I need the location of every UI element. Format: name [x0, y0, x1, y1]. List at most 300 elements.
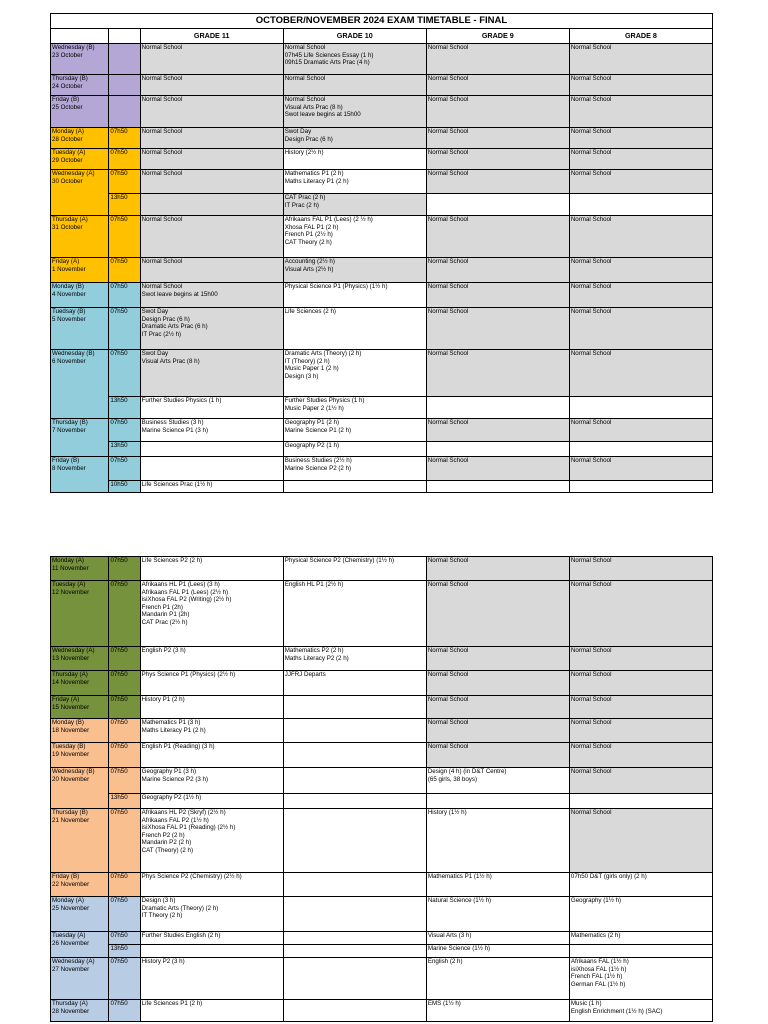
- grade-11-cell: [140, 397, 283, 419]
- grade-8-cell: [569, 581, 712, 647]
- date-text: 24 October: [52, 82, 83, 90]
- exam-text: 07h45 Life Sciences Essay (1 h): [284, 51, 374, 59]
- table-row: [51, 96, 713, 128]
- exam-text: French P1 (2h): [141, 603, 183, 611]
- exam-text: Design (3 h): [141, 897, 176, 904]
- table-row: [51, 397, 713, 419]
- table-row: [51, 258, 713, 283]
- exam-text: Normal School: [141, 75, 183, 82]
- exam-text: Music Paper 2 (1½ h): [284, 404, 344, 412]
- time-cell: 13h50: [109, 945, 140, 958]
- exam-text: Normal School: [570, 696, 612, 703]
- grade-10-cell: [283, 743, 426, 768]
- exam-text: Normal School: [427, 308, 469, 315]
- grade-11-cell: [140, 696, 283, 719]
- time-cell: [109, 75, 140, 96]
- date-text: 5 November: [52, 315, 86, 323]
- exam-text: Normal School: [427, 557, 469, 564]
- grade-11-cell: [140, 96, 283, 128]
- exam-text: Visual Arts (3 h): [427, 932, 472, 939]
- grade-8-cell: [569, 149, 712, 170]
- grade-11-cell: [140, 194, 283, 216]
- time-cell: 13h50: [109, 397, 140, 419]
- exam-text: Normal School: [141, 96, 183, 103]
- exam-text: Normal School: [284, 44, 326, 51]
- grade-9-cell: [426, 958, 569, 1000]
- exam-text: Visual Arts Prac (8 h): [141, 357, 200, 365]
- exam-text: Design Prac (6 h): [141, 315, 190, 323]
- grade-10-cell: [283, 557, 426, 581]
- exam-text: Visual Arts (2½ h): [284, 265, 334, 273]
- grade-11-cell: [140, 457, 283, 481]
- exam-text: Swot leave begins at 15h00: [141, 290, 218, 298]
- exam-text: English HL P1 (2½ h): [284, 581, 344, 588]
- time-cell: 07h50: [109, 308, 140, 350]
- exam-text: CAT Theory (2 h): [284, 238, 332, 246]
- exam-text: isiXhosa FAL P1 (Reading) (2½ h): [141, 824, 236, 832]
- grade-10-cell: [283, 350, 426, 397]
- grade-8-cell: [569, 194, 712, 216]
- exam-text: Physical Science P2 (Chemistry) (1½ h): [284, 557, 395, 564]
- date-text: 4 November: [52, 290, 86, 298]
- grade-10-cell: [283, 932, 426, 945]
- table-row: [51, 442, 713, 457]
- date-text: Tuesday (B): [52, 743, 86, 750]
- grade-9-cell: [426, 897, 569, 932]
- exam-text: 07h50 D&T (girls only) (2 h): [570, 873, 647, 880]
- grade-9-cell: [426, 557, 569, 581]
- exam-text: Afrikaans FAL P1 (Lees) (2 ½ h): [284, 216, 373, 223]
- exam-text: Normal School: [141, 216, 183, 223]
- table-row: [51, 44, 713, 75]
- grade-8-cell: [569, 216, 712, 258]
- exam-text: Normal School: [427, 216, 469, 223]
- exam-text: Afrikaans HL P1 (Lees) (3 h): [141, 581, 220, 588]
- date-cell: [51, 647, 109, 671]
- grade-9-cell: [426, 397, 569, 419]
- grade-11-cell: [140, 75, 283, 96]
- exam-text: Music Paper 1 (2 h): [284, 365, 339, 373]
- grade-9-cell: [426, 128, 569, 149]
- exam-text: Normal School: [570, 308, 612, 315]
- exam-text: French P1 (2½ h): [284, 231, 333, 239]
- date-text: Thursday (B): [52, 75, 88, 82]
- exam-text: Normal School: [570, 128, 612, 135]
- exam-text: Mathematics P1 (1½ h): [427, 873, 492, 880]
- date-text: Friday (B): [52, 457, 80, 464]
- grade-9-cell: [426, 442, 569, 457]
- date-text: Wednesday (A): [52, 170, 95, 177]
- grade-9-cell: [426, 149, 569, 170]
- date-text: 6 November: [52, 357, 86, 365]
- time-cell: 07h50: [109, 932, 140, 945]
- grade-11-cell: [140, 809, 283, 873]
- date-text: Wednesday (A): [52, 647, 95, 654]
- time-cell: 13h50: [109, 194, 140, 216]
- grade-8-cell: [569, 958, 712, 1000]
- header-time: [109, 29, 140, 44]
- exam-text: Swot Day: [141, 308, 169, 315]
- exam-text: Normal School: [427, 170, 469, 177]
- time-cell: 07h50: [109, 958, 140, 1000]
- time-cell: 07h50: [109, 809, 140, 873]
- exam-text: 09h15 Dramatic Arts Prac (4 h): [284, 59, 370, 67]
- date-cell: [51, 419, 109, 457]
- exam-text: Normal School: [570, 216, 612, 223]
- exam-text: Normal School: [427, 350, 469, 357]
- grade-10-cell: [283, 194, 426, 216]
- time-cell: 07h50: [109, 419, 140, 442]
- date-text: 28 October: [52, 135, 83, 143]
- date-text: 27 November: [52, 965, 90, 973]
- time-cell: 07h50: [109, 696, 140, 719]
- exam-text: Normal School: [141, 128, 183, 135]
- grade-9-cell: [426, 794, 569, 809]
- exam-text: Normal School: [570, 768, 612, 775]
- date-cell: [51, 350, 109, 419]
- grade-11-cell: [140, 719, 283, 743]
- date-cell: [51, 557, 109, 581]
- date-text: 22 November: [52, 880, 90, 888]
- grade-8-cell: [569, 419, 712, 442]
- date-text: Monday (A): [52, 897, 84, 904]
- grade-10-cell: [283, 170, 426, 194]
- grade-8-cell: [569, 557, 712, 581]
- exam-text: Marine Science P1 (2 h): [284, 426, 352, 434]
- table-row: [51, 768, 713, 794]
- time-cell: 07h50: [109, 768, 140, 794]
- table-row: [51, 945, 713, 958]
- exam-text: Maths Literacy P2 (2 h): [284, 654, 349, 662]
- header-date: [51, 29, 109, 44]
- table-row: [51, 809, 713, 873]
- exam-text: Dramatic Arts (Theory) (2 h): [141, 904, 219, 912]
- exam-text: Normal School: [427, 696, 469, 703]
- exam-text: Swot Day: [284, 128, 312, 135]
- grade-8-cell: [569, 932, 712, 945]
- date-cell: [51, 216, 109, 258]
- time-cell: [109, 96, 140, 128]
- date-text: 25 October: [52, 103, 83, 111]
- exam-text: Visual Arts Prac (8 h): [284, 103, 343, 111]
- grade-8-cell: [569, 647, 712, 671]
- exam-text: Normal School: [570, 419, 612, 426]
- grade-11-cell: [140, 897, 283, 932]
- grade-9-cell: [426, 647, 569, 671]
- exam-text: JJFRJ Departs: [284, 671, 326, 678]
- grade-8-cell: [569, 809, 712, 873]
- exam-text: Normal School: [427, 128, 469, 135]
- grade-8-cell: [569, 258, 712, 283]
- grade-10-cell: [283, 419, 426, 442]
- time-cell: 07h50: [109, 647, 140, 671]
- date-cell: [51, 1000, 109, 1022]
- time-cell: 07h50: [109, 581, 140, 647]
- table-row: [51, 581, 713, 647]
- table-row: [51, 170, 713, 194]
- grade-11-cell: [140, 350, 283, 397]
- table-row: [51, 932, 713, 945]
- date-text: Tuesday (A): [52, 932, 86, 939]
- grade-10-cell: [283, 671, 426, 696]
- table-row: [51, 75, 713, 96]
- date-cell: [51, 581, 109, 647]
- exam-text: English P2 (3 h): [141, 647, 186, 654]
- date-cell: [51, 170, 109, 216]
- date-text: 21 November: [52, 816, 90, 824]
- grade-8-cell: [569, 945, 712, 958]
- exam-text: Business Studies (3 h): [141, 419, 204, 426]
- date-text: 15 November: [52, 703, 90, 711]
- grade-8-cell: [569, 442, 712, 457]
- exam-text: (65 girls, 38 boys): [427, 775, 478, 783]
- time-cell: 07h50: [109, 128, 140, 149]
- exam-text: Afrikaans FAL (1½ h): [570, 958, 629, 965]
- grade-10-cell: [283, 958, 426, 1000]
- exam-text: Design (3 h): [284, 372, 319, 380]
- grade-9-cell: [426, 581, 569, 647]
- time-cell: 07h50: [109, 873, 140, 897]
- exam-text: Further Studies Physics (1 h): [141, 397, 222, 404]
- grade-11-cell: [140, 794, 283, 809]
- exam-text: CAT Prac (2 h): [284, 194, 326, 201]
- grade-9-cell: [426, 945, 569, 958]
- table-row: [51, 283, 713, 308]
- grade-9-cell: [426, 696, 569, 719]
- exam-text: Mathematics P2 (2 h): [284, 647, 344, 654]
- grade-9-cell: [426, 743, 569, 768]
- grade-10-cell: [283, 897, 426, 932]
- exam-text: History P2 (3 h): [141, 958, 185, 965]
- grade-10-cell: [283, 75, 426, 96]
- table-row: [51, 1000, 713, 1022]
- date-text: Monday (B): [52, 719, 84, 726]
- grade-9-cell: [426, 873, 569, 897]
- exam-text: Normal School: [427, 149, 469, 156]
- date-cell: [51, 768, 109, 809]
- exam-text: Normal School: [570, 170, 612, 177]
- header-grade-11: GRADE 11: [140, 29, 283, 44]
- date-text: 26 November: [52, 939, 90, 947]
- grade-11-cell: [140, 958, 283, 1000]
- date-cell: [51, 258, 109, 283]
- exam-text: Normal School: [570, 350, 612, 357]
- exam-text: Further Studies Physics (1 h): [284, 397, 365, 404]
- date-text: 11 November: [52, 564, 89, 572]
- date-text: 14 November: [52, 678, 90, 686]
- exam-text: Normal School: [141, 170, 183, 177]
- grade-11-cell: [140, 419, 283, 442]
- exam-text: Geography P1 (2 h): [284, 419, 340, 426]
- date-text: 19 November: [52, 750, 90, 758]
- exam-text: Normal School: [570, 44, 612, 51]
- grade-10-cell: [283, 457, 426, 481]
- date-text: 31 October: [52, 223, 83, 231]
- date-text: Friday (B): [52, 873, 80, 880]
- date-text: Thursday (A): [52, 1000, 88, 1007]
- exam-text: Business Studies (2½ h): [284, 457, 352, 464]
- grade-9-cell: [426, 170, 569, 194]
- exam-text: Normal School: [141, 283, 183, 290]
- exam-text: EMS (1½ h): [427, 1000, 461, 1007]
- timetable-part-1: [50, 13, 713, 493]
- grade-11-cell: [140, 768, 283, 794]
- exam-text: Normal School: [427, 647, 469, 654]
- exam-text: Normal School: [427, 44, 469, 51]
- grade-10-cell: [283, 768, 426, 794]
- exam-text: Normal School: [570, 557, 612, 564]
- grade-9-cell: [426, 671, 569, 696]
- date-cell: [51, 809, 109, 873]
- date-cell: [51, 283, 109, 308]
- exam-text: French P2 (2 h): [141, 831, 185, 839]
- date-cell: [51, 457, 109, 493]
- exam-text: Marine Science P2 (3 h): [141, 775, 209, 783]
- grade-9-cell: [426, 350, 569, 397]
- date-text: Wednesday (B): [52, 350, 95, 357]
- grade-10-cell: [283, 945, 426, 958]
- grade-11-cell: [140, 932, 283, 945]
- time-cell: 07h50: [109, 350, 140, 397]
- exam-text: Normal School: [570, 457, 612, 464]
- time-cell: 07h50: [109, 258, 140, 283]
- timetable-part-2: [50, 556, 713, 1022]
- grade-11-cell: [140, 216, 283, 258]
- exam-text: English Enrichment (1½ h) (SAC): [570, 1007, 663, 1015]
- header-grade-10: GRADE 10: [283, 29, 426, 44]
- date-text: Wednesday (B): [52, 44, 95, 51]
- grade-9-cell: [426, 419, 569, 442]
- time-cell: 07h50: [109, 149, 140, 170]
- date-cell: [51, 932, 109, 958]
- grade-11-cell: [140, 945, 283, 958]
- exam-text: Life Sciences Prac (1½ h): [141, 481, 213, 488]
- exam-text: Normal School: [427, 743, 469, 750]
- table-row: [51, 457, 713, 481]
- grade-11-cell: [140, 1000, 283, 1022]
- grade-8-cell: [569, 170, 712, 194]
- exam-text: Afrikaans FAL P2 (1½ h): [141, 816, 209, 824]
- exam-text: Dramatic Arts Prac (6 h): [141, 323, 208, 331]
- table-row: [51, 696, 713, 719]
- table-row: [51, 557, 713, 581]
- date-text: 20 November: [52, 775, 90, 783]
- grade-10-cell: [283, 581, 426, 647]
- date-text: 28 November: [52, 1007, 90, 1015]
- table-row: [51, 216, 713, 258]
- exam-text: Normal School: [141, 44, 183, 51]
- date-text: 7 November: [52, 426, 86, 434]
- date-cell: [51, 149, 109, 170]
- date-text: Thursday (B): [52, 809, 88, 816]
- grade-9-cell: [426, 481, 569, 493]
- date-cell: [51, 897, 109, 932]
- table-row: [51, 350, 713, 397]
- date-cell: [51, 128, 109, 149]
- exam-text: Phys Science P1 (Physics) (2½ h): [141, 671, 236, 678]
- grade-10-cell: [283, 283, 426, 308]
- timetable-title: OCTOBER/NOVEMBER 2024 EXAM TIMETABLE - FINAL: [51, 14, 713, 29]
- grade-10-cell: [283, 1000, 426, 1022]
- date-text: 13 November: [52, 654, 90, 662]
- table-row: [51, 897, 713, 932]
- grade-11-cell: [140, 442, 283, 457]
- time-cell: 13h50: [109, 794, 140, 809]
- grade-11-cell: [140, 873, 283, 897]
- exam-text: French FAL (1½ h): [570, 973, 623, 981]
- exam-text: Afrikaans FAL P1 (Lees) (2½ h): [141, 588, 229, 596]
- exam-text: IT (Theory) (2 h): [284, 357, 330, 365]
- date-text: 1 November: [52, 265, 86, 273]
- exam-text: Normal School: [427, 75, 469, 82]
- date-cell: [51, 958, 109, 1000]
- exam-text: History (1½ h): [427, 809, 467, 816]
- date-text: Monday (A): [52, 128, 84, 135]
- exam-text: Geography (1½ h): [570, 897, 622, 904]
- table-row: [51, 743, 713, 768]
- date-text: 12 November: [52, 588, 90, 596]
- grade-10-cell: [283, 258, 426, 283]
- date-text: Thursday (A): [52, 216, 88, 223]
- grade-9-cell: [426, 457, 569, 481]
- exam-text: Marine Science P2 (2 h): [284, 464, 352, 472]
- exam-text: Maths Literacy P1 (2 h): [284, 177, 349, 185]
- table-row: [51, 419, 713, 442]
- table-row: [51, 958, 713, 1000]
- grade-8-cell: [569, 96, 712, 128]
- grade-9-cell: [426, 932, 569, 945]
- exam-text: Normal School: [141, 258, 183, 265]
- table-row: [51, 873, 713, 897]
- exam-text: Normal School: [427, 719, 469, 726]
- exam-text: Marine Science P1 (3 h): [141, 426, 209, 434]
- grade-8-cell: [569, 743, 712, 768]
- grade-10-cell: [283, 794, 426, 809]
- exam-text: Normal School: [284, 96, 326, 103]
- grade-8-cell: [569, 350, 712, 397]
- exam-text: Further Studies English (2 h): [141, 932, 221, 939]
- timetable-body-2: [51, 557, 713, 1022]
- exam-text: Mathematics P1 (3 h): [141, 719, 201, 726]
- grade-9-cell: [426, 1000, 569, 1022]
- time-cell: 07h50: [109, 743, 140, 768]
- grade-10-cell: [283, 809, 426, 873]
- exam-text: Mandarin P2 (2 h): [141, 839, 192, 847]
- grade-11-cell: [140, 308, 283, 350]
- exam-text: isiXhosa FAL P2 (Writing) (2½ h): [141, 596, 232, 604]
- time-cell: [109, 44, 140, 75]
- grade-9-cell: [426, 283, 569, 308]
- exam-text: Xhosa FAL P1 (2 h): [284, 223, 339, 231]
- exam-text: Geography P2 (1½ h): [141, 794, 202, 801]
- timetable-body-1: [51, 44, 713, 493]
- exam-text: Life Sciences (2 h): [284, 308, 336, 315]
- grade-8-cell: [569, 719, 712, 743]
- exam-text: Accounting (2½ h): [284, 258, 335, 265]
- grade-10-cell: [283, 873, 426, 897]
- grade-8-cell: [569, 75, 712, 96]
- time-cell: 07h50: [109, 671, 140, 696]
- grade-9-cell: [426, 809, 569, 873]
- exam-text: CAT Prac (2½ h): [141, 618, 188, 626]
- grade-8-cell: [569, 671, 712, 696]
- grade-11-cell: [140, 743, 283, 768]
- exam-text: Normal School: [570, 743, 612, 750]
- exam-text: Phys Science P2 (Chemistry) (2½ h): [141, 873, 242, 880]
- grade-9-cell: [426, 44, 569, 75]
- time-cell: 07h50: [109, 719, 140, 743]
- grade-8-cell: [569, 308, 712, 350]
